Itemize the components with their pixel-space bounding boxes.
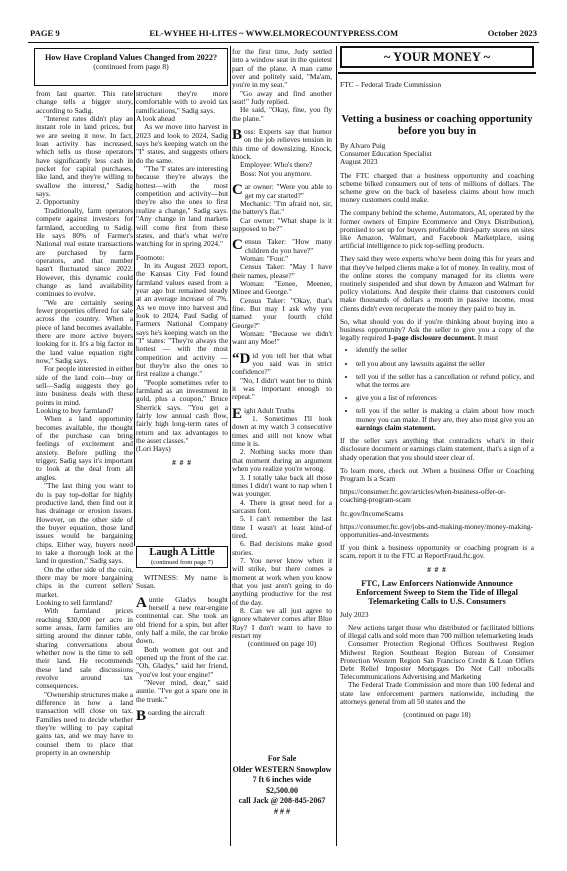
byline-name: By Alvaro Puig [340,141,386,150]
subhead: 2. Opportunity [36,197,80,207]
end-mark: # # # [427,564,447,574]
requirements-list [340,346,534,432]
subhead: Footnote: [136,252,165,262]
joke-census [232,238,332,255]
drop-cap: “D [232,350,251,367]
paragraph: Boss: Not you anymore. [240,168,312,178]
continued-note: (continued on page 10) [247,639,317,649]
ad-line: For Sale [267,754,297,763]
cropland-headline-box [34,48,228,86]
paragraph: "We are certainly seeing fewer properties offered for sale across the country. When a piece of land becomes available, there are more active buyers looking for it. It's a big factor in the land value equation right now," Sadig says. [36,297,133,365]
joke-text: ar owner: "Were you able to get my car started?" [244,182,332,200]
paragraph: In its August 2023 report, the Kansas City Fed found farmland values eased from a year ago but remained steady at an average increase of 7%. As we move into harvest and look to 2024, Paul Sadig of Farmers National Company says he's keeping watch on the "I" states: "They're always the hottest — with the most competition and activity — but they're also the ones to first realize a change." [136,260,228,379]
link[interactable]: ftc.gov/IncomeScams [340,508,404,518]
paragraph: from last quarter. This rate change tells a bigger story, according to Sadig. [36,89,133,115]
paragraph: Woman: "Eenee, Meenee, Minee and George." [232,278,332,297]
joke-car [232,183,332,200]
paragraph: When a land opportunity becomes available, the thought of the purchase can bring feelings of excitement and anxiety. Before pulling the trigger, Sadig says it's important to look at the deal from all angles. [36,414,133,482]
drop-cap: B [136,708,147,725]
paragraph: New actions target those who distributed or facilitated billions of illegal calls and sold more than 700 million telemarketing leads [340,622,534,641]
text-run: tell you if the seller is making a claim about how much money you can make. If they are, they also must give you an [356,406,534,424]
paragraph: "The last thing you want to do is pay top-dollar for highly productive land, then find out it has drainage or erosion issues. However, on the other side of the buyer equation, those land issues would be bargaining chips. Either way, buyers need to take a thorough look at the land in question," Sadig says. [36,481,133,566]
paragraph: They said they were experts who've been doing this for years and that they've helped clients make a lot of money. In reality, most of the online stores the company managed for its clients were routinely suspended and shut down by Amazon and Walmart for policy violations. And despite their claims that customers could make thousands of dollars a month in passive income, most clients didn't even recuperate the money they paid to buy in. [340,254,534,313]
paragraph: Woman: "Four." [240,253,289,263]
ad-line: $2,500.00 [266,785,298,795]
your-money-banner: ~ YOUR MONEY ~ [340,46,534,68]
cropland-column-2 [136,90,228,467]
paragraph: for the first time, Judy settled into a window seat in the quietest part of the plane. A man came over and politely said, "Ma'am, you're in my seat." [232,47,332,90]
list-item: • identify the seller [356,346,534,354]
paragraph: WITNESS: My name is Susan. [136,573,228,591]
paragraph: Both women got out and opened up the front of the car. "Oh, Gladys," said her friend, "you've lost your engine!" [136,644,228,679]
joke-text: id you tell her that what you said was in strict confidence?" [232,350,332,377]
list-item: 3. I totally take back all those times I didn't want to nap when I was younger. [232,472,332,499]
paragraph: With farmland prices reaching $30,000 per acre in some areas, farm families are sitting around the dinner table, sharing conversations about whether now is the time to sell their land. He recommends these land sale discussions revolve around tax consequences. [36,606,133,691]
drop-cap: A [136,594,147,611]
issue-date: October 2023 [487,28,537,38]
list-item: 2. Nothing sucks more than that moment during an argument when you realize you're wrong. [232,447,332,474]
ad-line: 7 ft 6 inches wide [252,775,312,784]
paragraph: "Ownership structures make a difference in how a land transaction will close on tax. Families need to decide whether they're willing to pay capital gains tax, and we may have to counsel them to place that property in an ownership [36,689,134,758]
link[interactable]: https://consumer.ftc.gov/articles/when-business-offer-or-coaching-program-scam [340,487,506,505]
list-item: 7. You never know when it will strike, but there comes a moment at work when you know that you just aren't going to do anything productive for the rest of the day. [232,555,332,607]
paragraph: To learn more, check out .When a business Offer or Coaching Program Is a Scam [340,465,534,483]
subhead: Looking to buy farmland? [36,406,114,416]
subhead: Looking to sell farmland? [36,597,113,607]
paragraph: Traditionally, farm operators compete against investors for farmland, according to Sadig. He says 80% of Farmer's National real estate transactions are purchased by farm operators, and that number hasn't fluctuated since 2022. However, this dynamic could change as land availability continues to evolve. [36,205,133,299]
cropland-continued: (continued from page 8) [93,62,169,71]
paragraph: If you think a business opportunity or coaching program is a scam, report it to the FTC at ReportFraud.ftc.gov. [340,543,534,561]
list-item [356,407,534,432]
paragraph: He said, "Okay, fine, you fly the plane." [232,105,332,123]
joke-did [232,352,332,377]
cropland-title: How Have Cropland Values Changed from 2022? [44,53,218,62]
paragraph: For people interested in either side of the land coin—buy or sell—Sadig suggests they go into business deals with these points in mind. [36,364,133,407]
joke-boss [232,128,332,161]
paragraph: The FTC charged that a business opportunity and coaching scheme bilked consumers out of tens of millions of dollars. The scheme grew on the back of baseless claims about how much money customers could make. [340,170,534,205]
bold-run: 1-page disclosure document. [387,333,476,343]
laugh-a-little-box [136,546,228,568]
paragraph [340,318,534,343]
list-item: • give you a list of references [356,394,534,402]
paragraph: Mechanic: "I'm afraid not, sir, the battery's flat." [232,198,332,217]
list-item: 6. Bad decisions make good stories. [232,539,332,557]
paragraph: "Interest rates didn't play an instant role in land prices, but we are seeing it now. In fact, loan activity has increased, which tells us those operators have significantly less cash in pocket for capital purchases, like land, and they're willing to swallow the interest," Sadig says. [36,114,133,199]
paragraph: structure they're more comfortable with to avoid tax ramifications," Sadig says. [136,89,228,115]
article-title: Vetting a business or coaching opportunity before you buy in [341,114,533,137]
source-line: FTC – Federal Trade Commission [340,80,442,89]
paragraph: "People sometimes refer to farmland as an investment in gold, plus a coupon," Bruce Sherrick says. "You get a fairly low annual cash flow, fairly high long-term rates of return and tax advantages to the asset classes." [136,377,228,446]
drop-cap: C [232,182,243,199]
bold-run: earnings claim statement. [356,422,436,432]
list-item: 8. Can we all just agree to ignore whatever comes after Blue Ray? I don't want to have to restart my [232,606,332,641]
paragraph: The company behind the scheme, Automators, AI, operated by the former owners of Empire Ecommerce and Onyx Distribution), promised to set up for buyers profitable third-party stores on sites like Amazon, Walmart, and Facebook Marketplace, using artificial intelligence to pick top-selling products. [340,208,534,251]
link[interactable]: https://consumer.ftc.gov/jobs-and-making-money/money-making-opportunities-and-investments [340,521,533,539]
paragraph: Census Taker: "Okay, that's fine. But may I ask why you named your fourth child George?" [232,295,332,330]
joke-text: untie Gladys bought herself a new rear-engine continental car. She took an old friend for a spin, but after only half a mile, the car broke down. [136,594,228,646]
ad-line: Older WESTERN Snowplow [232,764,332,774]
drop-cap: B [232,127,243,144]
paragraph: "Go away and find another seat!" Judy replied. [232,88,332,107]
text-run: It must [475,333,499,343]
end-mark: # # # [172,457,192,467]
cropland-column-1 [36,90,133,758]
for-sale-ad [232,754,332,817]
header-rule [28,42,539,43]
laugh-column-2 [136,574,228,723]
joke-boarding [136,708,228,725]
masthead: EL-WYHEE HI-LITES ~ WWW.ELMORECOUNTYPRESS.COM [149,28,399,38]
laugh-title: Laugh A Little [149,547,215,558]
list-item: 5. I can't remember the last time I wasn't at least kind-of tired. [232,514,332,540]
joke-text: oss: Experts say that humor on the job relieves tension in this time of downsizing. Knock, knock. [232,127,332,162]
laugh-continued: (continued from page 7) [151,559,213,566]
paragraph: If the seller says anything that contradicts what's in their disclosure document or earnings claim statement, that's a sign of a shady operation that you should steer clear of. [340,436,534,462]
paragraph: Employee: Who's there? [240,160,313,170]
paragraph: Census Taker: "May I have their names, please?" [232,262,332,280]
paragraph: "No, I didn't want her to think it was important enough to repeat." [232,375,332,402]
text-run: So, what should you do if you're thinking about buying into a business opportunity? Ask the seller to give you a copy of the legally required [340,316,534,343]
paragraph: The Federal Trade Commission and more than 100 federal and state law enforcement partners nationwide, including the attorneys general from all 50 states and the [340,680,534,706]
banner-rule [338,72,536,74]
joke-text: ensus Taker: "How many children do you have?" [244,237,332,255]
list-item: 1. Sometimes I'll look down at my watch 3 consecutive times and still not know what time it is. [232,414,332,449]
paragraph: Consumer Protection Regional Offices Southwest Region Midwest Region Southeast Region Bureau of Consumer Protection Western Region San Francisco Credit & Loan Offers Debt Relief Imposter Mortgages Do Not Call robocalls Telecommunications Advertising and Marketing [340,639,534,682]
laugh-column-3 [232,48,332,649]
joke-text: oarding the aircraft [148,708,205,718]
paragraph: "Never mind, dear," said auntie. "I've got a spare one in the trunk." [136,678,228,704]
paragraph: "The 'I' states are interesting because they're always the hottest—with the most competition and activity—but they're also the ones to first realize a change," Sadig says. "Any change in land markets will come first from these states, and that's what we're watching for in spring 2024." [136,164,228,249]
list-item: • tell you if the seller has a cancellation or refund policy, and what the terms are [356,373,534,389]
page-header [30,26,537,40]
paragraph: (Lori Hays) [136,444,171,454]
list-item: • tell you about any lawsuits against the seller [356,360,534,368]
subhead: A look ahead [136,114,175,124]
byline-date: August 2023 [340,157,378,167]
article-title-2: FTC, Law Enforcers Nationwide Announce Enforcement Sweep to Stem the Tide of Illegal Telemarketing Calls to U.S. Consumers [356,578,518,606]
column-rule [230,46,231,846]
drop-cap: C [232,237,243,254]
list-item: 4. There is great need for a sarcasm font. [232,497,332,515]
your-money-column [340,114,534,719]
paragraph: As we move into harvest in 2023 and look to 2024, Sadig says he's keeping watch on the "I" states, and suggests others do the same. [136,122,228,165]
paragraph: Car owner: "What shape is it supposed to be?" [232,215,332,233]
page-number: PAGE 9 [30,28,60,38]
column-rule [336,46,337,846]
joke-auntie [136,596,228,646]
joke-text: ight Adult Truths [244,405,295,415]
ad-line: call Jack @ 208-845-2067 [238,796,326,805]
continued-note: (continued on page 18) [403,709,471,719]
ad-line: # # # [274,806,290,816]
drop-cap: E [232,405,243,422]
article-date: July 2023 [340,609,369,619]
byline-role: Consumer Education Specialist [340,149,432,159]
paragraph: On the other side of the coin, there may be more bargaining chips in the current sellers' market. [36,564,133,599]
column-rule [134,90,135,546]
paragraph: Woman: "Because we didn't want any Moe!" [232,329,332,347]
